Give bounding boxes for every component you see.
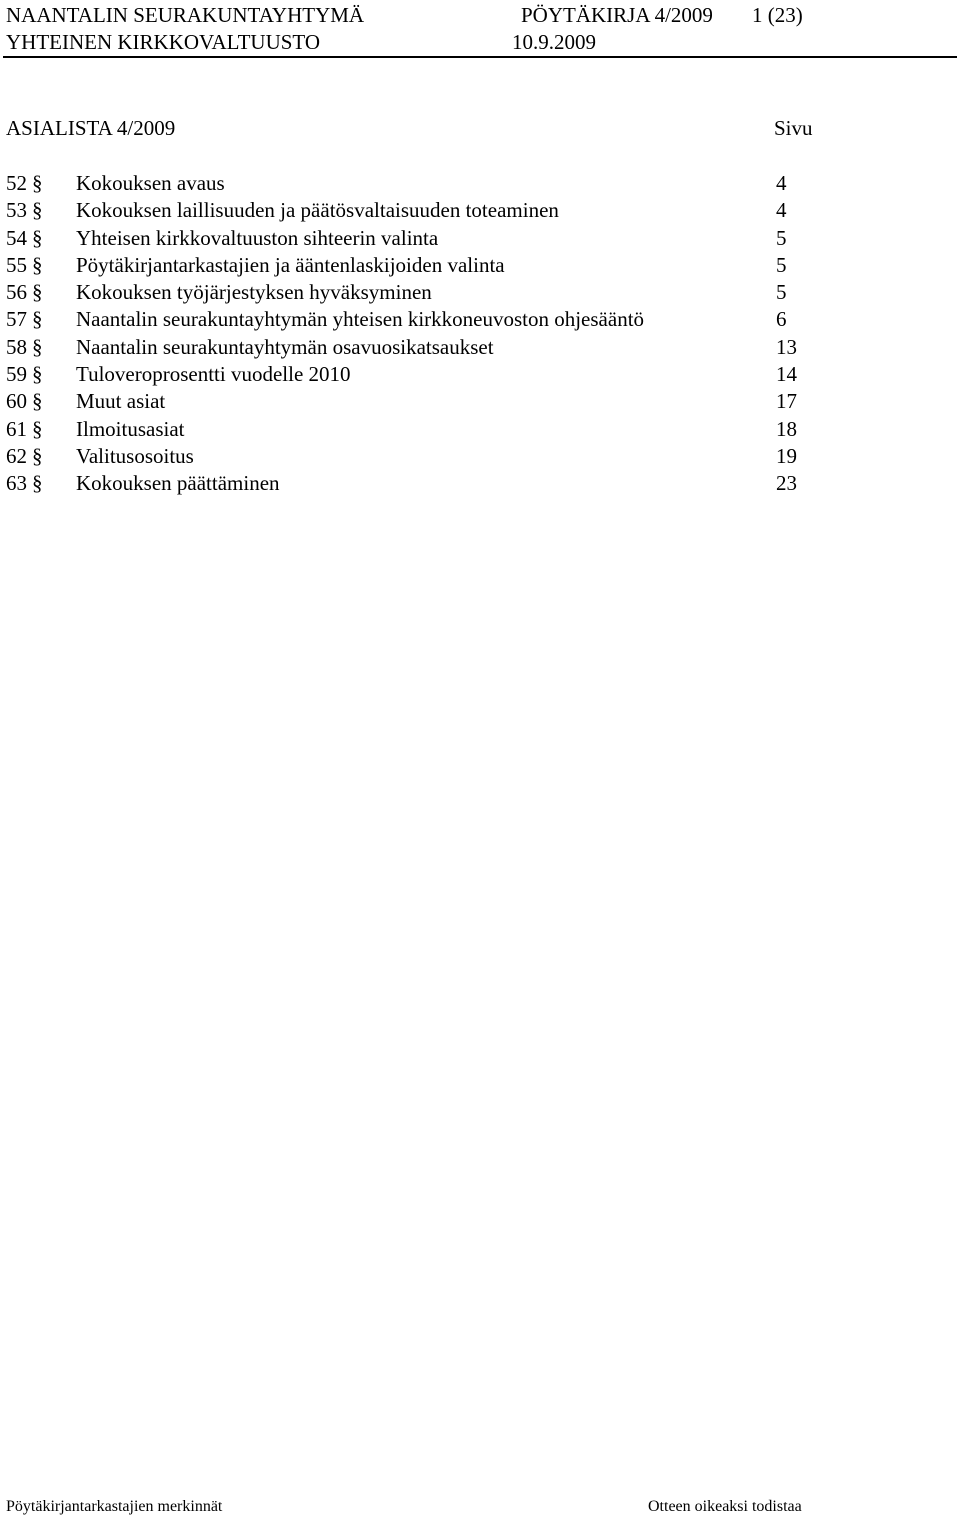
agenda-item	[0, 417, 960, 444]
agenda-item-number: 53	[6, 198, 27, 223]
agenda-item-number: 63	[6, 471, 27, 496]
page-indicator: 1 (23)	[752, 3, 803, 27]
agenda-item-number: 58	[6, 334, 27, 359]
section-sign: §	[32, 334, 43, 359]
agenda-item	[0, 471, 960, 498]
agenda-item	[0, 444, 960, 471]
agenda-item-topic: Ilmoitusasiat	[76, 416, 185, 441]
agenda-item-number: 57	[6, 307, 27, 332]
agenda-item-page: 5	[776, 280, 787, 305]
agenda-item-topic: Yhteisen kirkkovaltuuston sihteerin valinta	[76, 225, 439, 250]
agenda-item-topic: Muut asiat	[76, 389, 166, 414]
agenda-item-number: 54	[6, 225, 27, 250]
agenda-list	[0, 171, 960, 499]
agenda-item-topic: Kokouksen päättäminen	[76, 471, 280, 496]
agenda-item-topic: Kokouksen avaus	[76, 171, 225, 195]
footer-reviewers-note: Pöytäkirjantarkastajien merkinnät	[6, 1498, 223, 1515]
agenda-item-topic: Pöytäkirjantarkastajien ja ääntenlaskijoiden valinta	[76, 252, 505, 277]
agenda-item-topic: Naantalin seurakuntayhtymän yhteisen kirkkoneuvoston ohjesääntö	[76, 307, 645, 332]
section-sign: §	[32, 389, 43, 414]
agenda-item-number: 55	[6, 252, 27, 277]
agenda-title: ASIALISTA 4/2009	[6, 116, 176, 140]
section-sign: §	[32, 171, 43, 195]
agenda-item	[0, 226, 960, 253]
section-sign: §	[32, 362, 43, 387]
footer-certification: Otteen oikeaksi todistaa	[648, 1498, 802, 1515]
agenda-item-number: 59	[6, 362, 27, 387]
agenda-item	[0, 280, 960, 307]
agenda-item-page: 18	[776, 416, 797, 441]
agenda-item-topic: Tuloveroprosentti vuodelle 2010	[76, 362, 351, 387]
agenda-item-page: 14	[776, 362, 797, 387]
organization-name: NAANTALIN SEURAKUNTAYHTYMÄ	[6, 3, 365, 27]
agenda-item-page: 23	[776, 471, 797, 496]
agenda-item-page: 5	[776, 252, 787, 277]
agenda-item	[0, 307, 960, 334]
section-sign: §	[32, 471, 43, 496]
section-sign: §	[32, 307, 43, 332]
agenda-item-page: 13	[776, 334, 797, 359]
agenda-item-page: 17	[776, 389, 797, 414]
agenda-item-page: 4	[776, 171, 787, 195]
agenda-item	[0, 171, 960, 198]
document-title: PÖYTÄKIRJA 4/2009	[521, 3, 713, 27]
agenda-item-page: 19	[776, 443, 797, 468]
body-name: YHTEINEN KIRKKOVALTUUSTO	[6, 30, 321, 54]
agenda-item	[0, 335, 960, 362]
meeting-date: 10.9.2009	[512, 30, 596, 54]
section-sign: §	[32, 416, 43, 441]
header-divider	[3, 56, 957, 58]
agenda-item-topic: Kokouksen työjärjestyksen hyväksyminen	[76, 280, 432, 305]
agenda-item-page: 5	[776, 225, 787, 250]
agenda-item-number: 56	[6, 280, 27, 305]
agenda-item	[0, 198, 960, 225]
agenda-item-number: 61	[6, 416, 27, 441]
page-column-label: Sivu	[774, 116, 813, 140]
agenda-item-page: 4	[776, 198, 787, 223]
agenda-item-topic: Naantalin seurakuntayhtymän osavuosikatsaukset	[76, 334, 494, 359]
agenda-item-topic: Valitusosoitus	[76, 443, 194, 468]
agenda-item	[0, 253, 960, 280]
agenda-item-number: 62	[6, 443, 27, 468]
agenda-item	[0, 362, 960, 389]
section-sign: §	[32, 225, 43, 250]
agenda-item-topic: Kokouksen laillisuuden ja päätösvaltaisuuden toteaminen	[76, 198, 559, 223]
agenda-item-number: 52	[6, 171, 27, 195]
section-sign: §	[32, 252, 43, 277]
section-sign: §	[32, 198, 43, 223]
section-sign: §	[32, 443, 43, 468]
section-sign: §	[32, 280, 43, 305]
agenda-item-page: 6	[776, 307, 787, 332]
agenda-item-number: 60	[6, 389, 27, 414]
agenda-item	[0, 389, 960, 416]
